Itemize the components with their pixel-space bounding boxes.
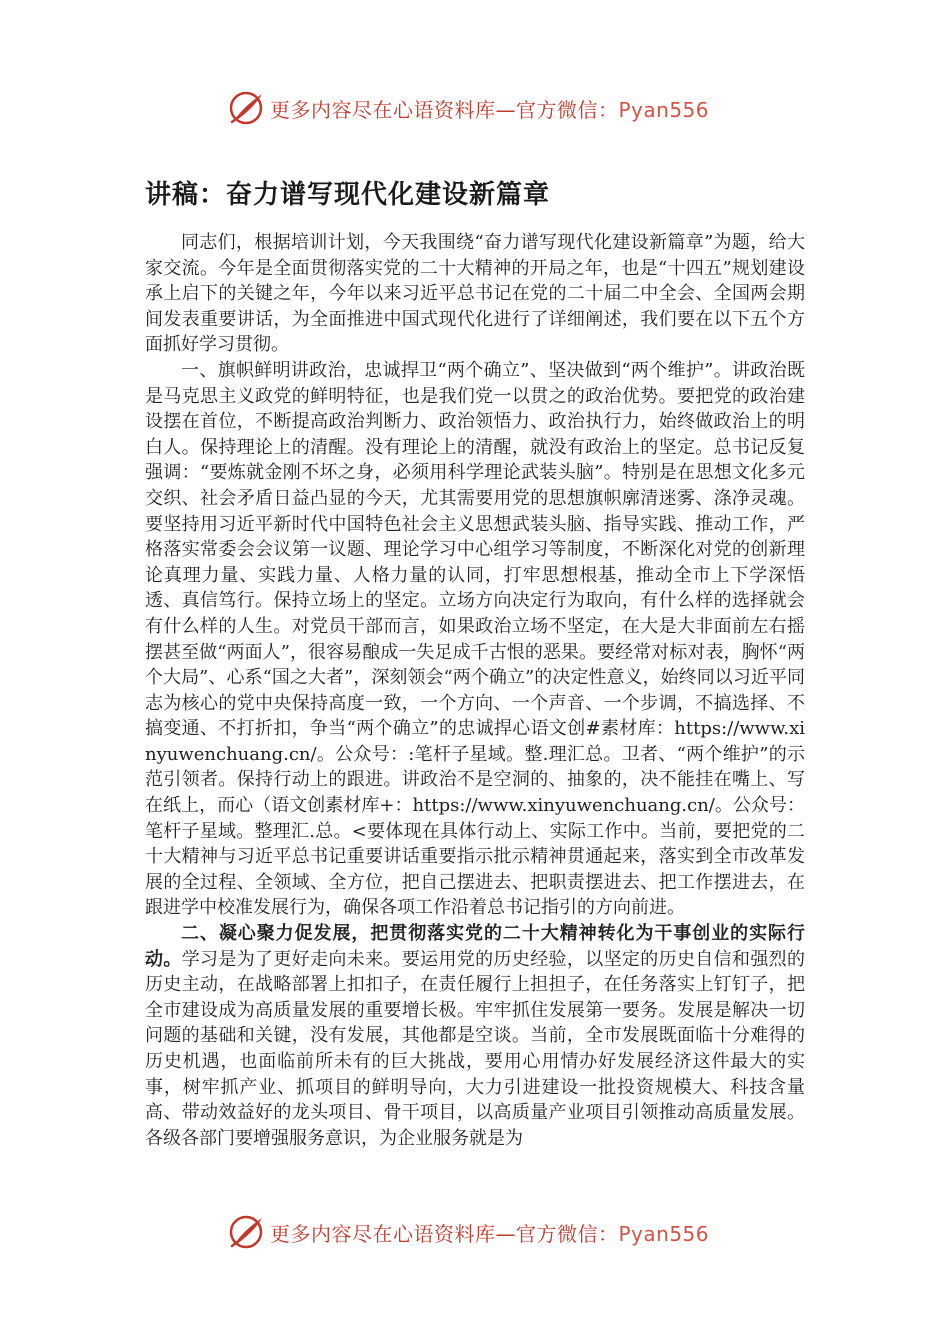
watermark-account: Pyan556 xyxy=(618,97,710,122)
quill-logo-icon xyxy=(226,88,266,128)
paragraph-text: 讲政治既是马克思主义政党的鲜明特征，也是我们党一以贯之的政治优势。要把党的政治建设摆在首位，不断提高政治判断力、政治领悟力、政治执行力，始终做政治上的明白人。保持理论上的清醒。没有理论上的清醒，就没有政治上的坚定。总书记反复强调：“要炼就金刚不坏之身，必须用科学理论武装头脑”。特别是在思想文化多元交织、社会矛盾日益凸显的今天，尤其需要用党的思想旗帜廓清迷雾、涤净灵魂。要坚持用习近平新时代中国特色社会主义思想武装头脑、指导实践、推动工作，严格落实常委会会议第一议题、理论学习中心组学习等制度，不断深化对党的创新理论真理力量、实践力量、人格力量的认同，打牢思想根基，推动全市上下学深悟透、真信笃行。保持立场上的坚定。立场方向决定行为取向，有什么样的选择就会有什么样的人生。对党员干部而言，如果政治立场不坚定，在大是大非面前左右摇摆甚至做“两面人”，很容易酿成一失足成千古恨的恶果。要经常对标对表，胸怀“两个大局”、心系“国之大者”，深刻领会“两个确立”的决定性意义，始终同以习近平同志为核心的党中央保持高度一致，一个方向、一个声音、一个步调，不搞选择、不搞变通、不打折扣，争当“两个确立”的忠诚捍心语文创#素材库：https://www.xinyuwenchuang.cn/。公众号：:笔杆子星域。整.理汇总。卫者、“两个维护”的示范引领者。保持行动上的跟进。讲政治不是空洞的、抽象的，决不能挂在嘴上、写在纸上，而心（语文创素材库+：https://www.xinyuwenchuang.cn/。公众号：笔杆子星域。整理汇.总。<要体现在具体行动上、实际工作中。当前，要把党的二十大精神与习近平总书记重要讲话重要指示批示精神贯通起来，落实到全市改革发展的全过程、全领域、全方位，把自己摆进去、把职责摆进去、把工作摆进去，在跟进学中校准发展行为，确保各项工作沿着总书记指引的方向前进。 xyxy=(145,359,806,919)
quill-logo-icon xyxy=(226,1212,266,1252)
watermark-header xyxy=(226,86,726,130)
document-body xyxy=(145,230,805,1151)
watermark-text xyxy=(270,1218,709,1247)
watermark-separator: — xyxy=(495,1221,516,1246)
watermark-separator: — xyxy=(495,97,516,122)
section-heading: 一、旗帜鲜明讲政治，忠诚捍卫“两个确立”、坚决做到“两个维护”。 xyxy=(181,359,733,381)
paragraph-text: 学习是为了更好走向未来。要运用党的历史经验，以坚定的历史自信和强烈的历史主动，在战略部署上扣扣子，在责任履行上担担子，在任务落实上钉钉子，把全市建设成为高质量发展的重要增长极。牢牢抓住发展第一要务。发展是解决一切问题的基础和关键，没有发展，其他都是空谈。当前，全市发展既面临十分难得的历史机遇，也面临前所未有的巨大挑战，要用心用情办好发展经济这件最大的实事，树牢抓产业、抓项目的鲜明导向，大力引进建设一批投资规模大、科技含量高、带动效益好的龙头项目、骨干项目，以高质量产业项目引领推动高质量发展。各级各部门要增强服务意识，为企业服务就是为 xyxy=(145,948,805,1149)
watermark-text xyxy=(270,94,709,123)
document-title: 讲稿：奋力谱写现代化建设新篇章 xyxy=(145,180,551,210)
paragraph-intro xyxy=(145,230,805,358)
paragraph-text: 同志们，根据培训计划，今天我围绕“奋力谱写现代化建设新篇章”为题，给大家交流。今年是全面贯彻落实党的二十大精神的开局之年，也是“十四五”规划建设承上启下的关键之年，今年以来习近平总书记在党的二十届二中全会、全国两会期间发表重要讲话，为全面推进中国式现代化进行了详细阐述，我们要在以下五个方面抓好学习贯彻。 xyxy=(145,232,805,356)
paragraph-section-2 xyxy=(145,921,805,1151)
watermark-library-name: 更多内容尽在心语资料库 xyxy=(270,1221,496,1246)
watermark-account: Pyan556 xyxy=(618,1221,710,1246)
watermark-footer xyxy=(226,1210,726,1254)
section-heading: 二、凝心聚力促发展，把贯彻落实党的二十大精神转化为干事创业的实际行动。 xyxy=(145,923,805,970)
paragraph-section-1 xyxy=(145,358,805,921)
watermark-official-label: 官方微信： xyxy=(516,97,619,122)
watermark-library-name: 更多内容尽在心语资料库 xyxy=(270,97,496,122)
watermark-official-label: 官方微信： xyxy=(516,1221,619,1246)
